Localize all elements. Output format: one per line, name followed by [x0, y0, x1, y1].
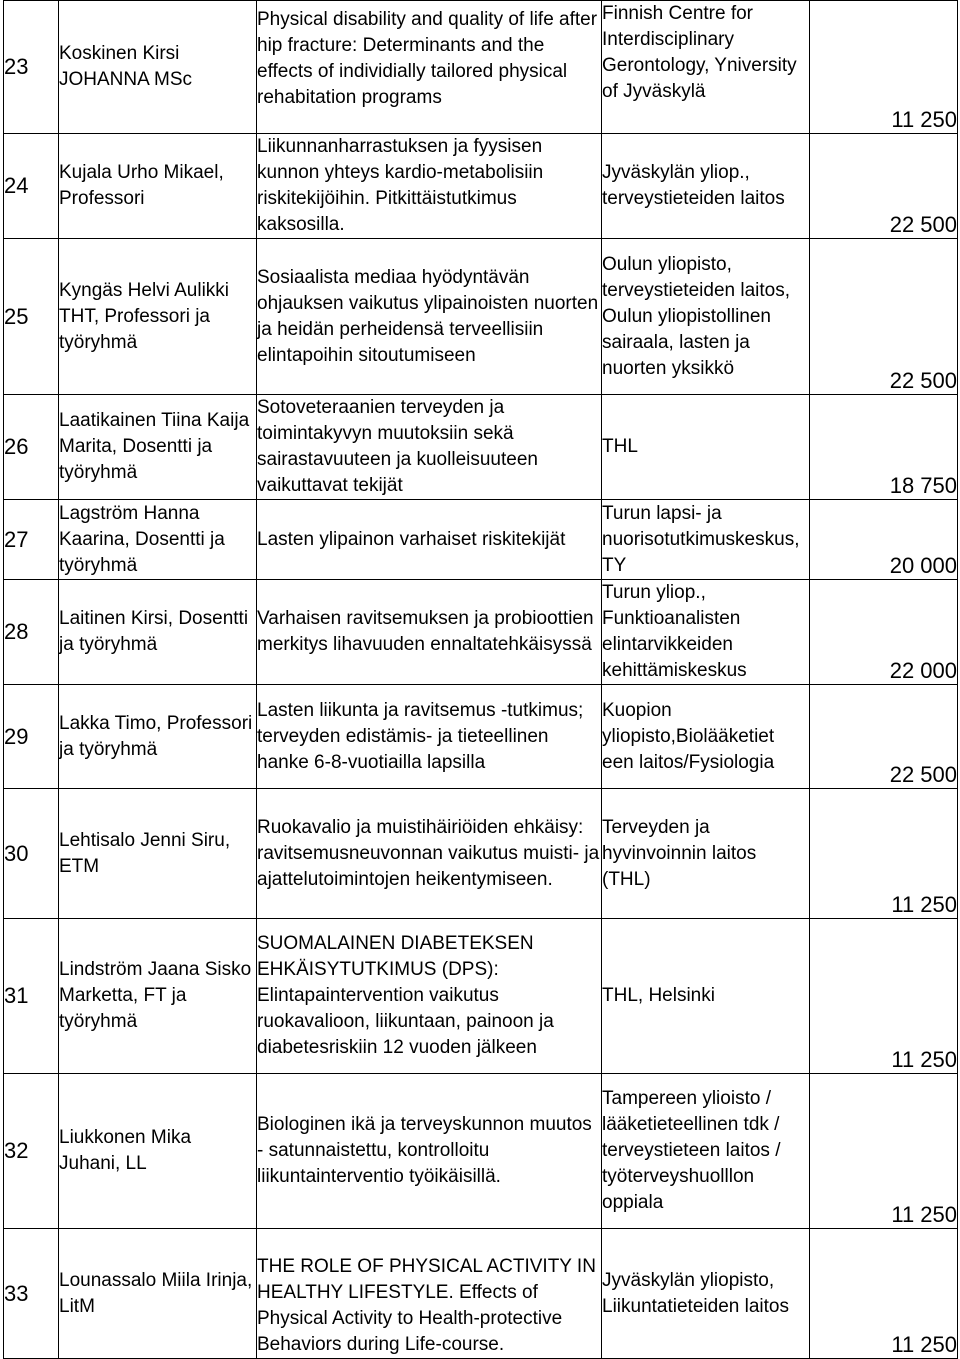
grant-amount: 22 500 — [810, 134, 958, 239]
row-number: 29 — [4, 685, 59, 789]
project-title: THE ROLE OF PHYSICAL ACTIVITY IN HEALTHY LIFESTYLE. Effects of Physical Activity to Health-protective Behaviors during Life-course. — [257, 1229, 602, 1359]
applicant-name: Lounassalo Miila Irinja, LitM — [59, 1229, 257, 1359]
table-row — [4, 239, 958, 395]
grants-table — [3, 0, 958, 1359]
organization: Turun yliop., Funktioanalisten elintarvikkeiden kehittämiskeskus — [602, 580, 810, 685]
applicant-name: Koskinen Kirsi JOHANNA MSc — [59, 1, 257, 134]
applicant-name: Lehtisalo Jenni Siru, ETM — [59, 789, 257, 919]
applicant-name: Lakka Timo, Professori ja työryhmä — [59, 685, 257, 789]
grant-amount: 18 750 — [810, 395, 958, 500]
table-row — [4, 395, 958, 500]
project-title: Sosiaalista mediaa hyödyntävän ohjauksen vaikutus ylipainoisten nuorten ja heidän perheidensä terveellisiin elintapoihin sitoutumiseen — [257, 239, 602, 395]
row-number: 23 — [4, 1, 59, 134]
project-title: Lasten ylipainon varhaiset riskitekijät — [257, 500, 602, 580]
row-number: 25 — [4, 239, 59, 395]
organization: THL — [602, 395, 810, 500]
organization: THL, Helsinki — [602, 919, 810, 1074]
grant-amount: 22 500 — [810, 685, 958, 789]
row-number: 24 — [4, 134, 59, 239]
table-row — [4, 919, 958, 1074]
table-row — [4, 685, 958, 789]
table-row — [4, 1074, 958, 1229]
organization: Terveyden ja hyvinvoinnin laitos (THL) — [602, 789, 810, 919]
project-title: SUOMALAINEN DIABETEKSEN EHKÄISYTUTKIMUS (DPS): Elintapaintervention vaikutus ruokavalioon, liikuntaan, painoon ja diabetesriskiin 12 vuoden jälkeen — [257, 919, 602, 1074]
grant-amount: 11 250 — [810, 1229, 958, 1359]
project-title: Liikunnanharrastuksen ja fyysisen kunnon yhteys kardio-metabolisiin riskitekijöihin. Pitkittäistutkimus kaksosilla. — [257, 134, 602, 239]
applicant-name: Kyngäs Helvi Aulikki THT, Professori ja työryhmä — [59, 239, 257, 395]
row-number: 33 — [4, 1229, 59, 1359]
project-title: Ruokavalio ja muistihäiriöiden ehkäisy: ravitsemusneuvonnan vaikutus muisti- ja ajattelutoimintojen heikentymiseen. — [257, 789, 602, 919]
project-title: Sotoveteraanien terveyden ja toimintakyvyn muutoksiin sekä sairastavuuteen ja kuolleisuuteen vaikuttavat tekijät — [257, 395, 602, 500]
table-row — [4, 134, 958, 239]
applicant-name: Lagström Hanna Kaarina, Dosentti ja työryhmä — [59, 500, 257, 580]
row-number: 31 — [4, 919, 59, 1074]
grant-amount: 11 250 — [810, 1074, 958, 1229]
organization: Tampereen ylioisto / lääketieteellinen tdk / terveystieteen laitos / työterveyshuolllon oppiala — [602, 1074, 810, 1229]
grant-amount: 22 000 — [810, 580, 958, 685]
grant-amount: 11 250 — [810, 919, 958, 1074]
grant-amount: 20 000 — [810, 500, 958, 580]
organization: Finnish Centre for Interdisciplinary Gerontology, Yniversity of Jyväskylä — [602, 1, 810, 134]
applicant-name: Lindström Jaana Sisko Marketta, FT ja työryhmä — [59, 919, 257, 1074]
applicant-name: Laitinen Kirsi, Dosentti ja työryhmä — [59, 580, 257, 685]
organization: Kuopion yliopisto,Biolääketiet een laitos/Fysiologia — [602, 685, 810, 789]
row-number: 27 — [4, 500, 59, 580]
table-row — [4, 1, 958, 134]
applicant-name: Kujala Urho Mikael, Professori — [59, 134, 257, 239]
row-number: 32 — [4, 1074, 59, 1229]
table-row — [4, 580, 958, 685]
table-row — [4, 789, 958, 919]
applicant-name: Laatikainen Tiina Kaija Marita, Dosentti ja työryhmä — [59, 395, 257, 500]
organization: Turun lapsi- ja nuorisotutkimuskeskus, TY — [602, 500, 810, 580]
row-number: 26 — [4, 395, 59, 500]
grant-amount: 11 250 — [810, 1, 958, 134]
row-number: 30 — [4, 789, 59, 919]
project-title: Varhaisen ravitsemuksen ja probioottien merkitys lihavuuden ennaltatehkäisyssä — [257, 580, 602, 685]
grant-amount: 11 250 — [810, 789, 958, 919]
organization: Jyväskylän yliopisto, Liikuntatieteiden laitos — [602, 1229, 810, 1359]
project-title: Lasten liikunta ja ravitsemus -tutkimus; terveyden edistämis- ja tieteellinen hanke 6-8-vuotiailla lapsilla — [257, 685, 602, 789]
grant-amount: 22 500 — [810, 239, 958, 395]
organization: Jyväskylän yliop., terveystieteiden laitos — [602, 134, 810, 239]
project-title: Biologinen ikä ja terveyskunnon muutos - satunnaistettu, kontrolloitu liikuntainterventio työikäisillä. — [257, 1074, 602, 1229]
applicant-name: Liukkonen Mika Juhani, LL — [59, 1074, 257, 1229]
project-title: Physical disability and quality of life after hip fracture: Determinants and the effects of individially tailored physical rehabitation programs — [257, 1, 602, 134]
table-row — [4, 1229, 958, 1359]
row-number: 28 — [4, 580, 59, 685]
organization: Oulun yliopisto, terveystieteiden laitos, Oulun yliopistollinen sairaala, lasten ja nuorten yksikkö — [602, 239, 810, 395]
table-row — [4, 500, 958, 580]
